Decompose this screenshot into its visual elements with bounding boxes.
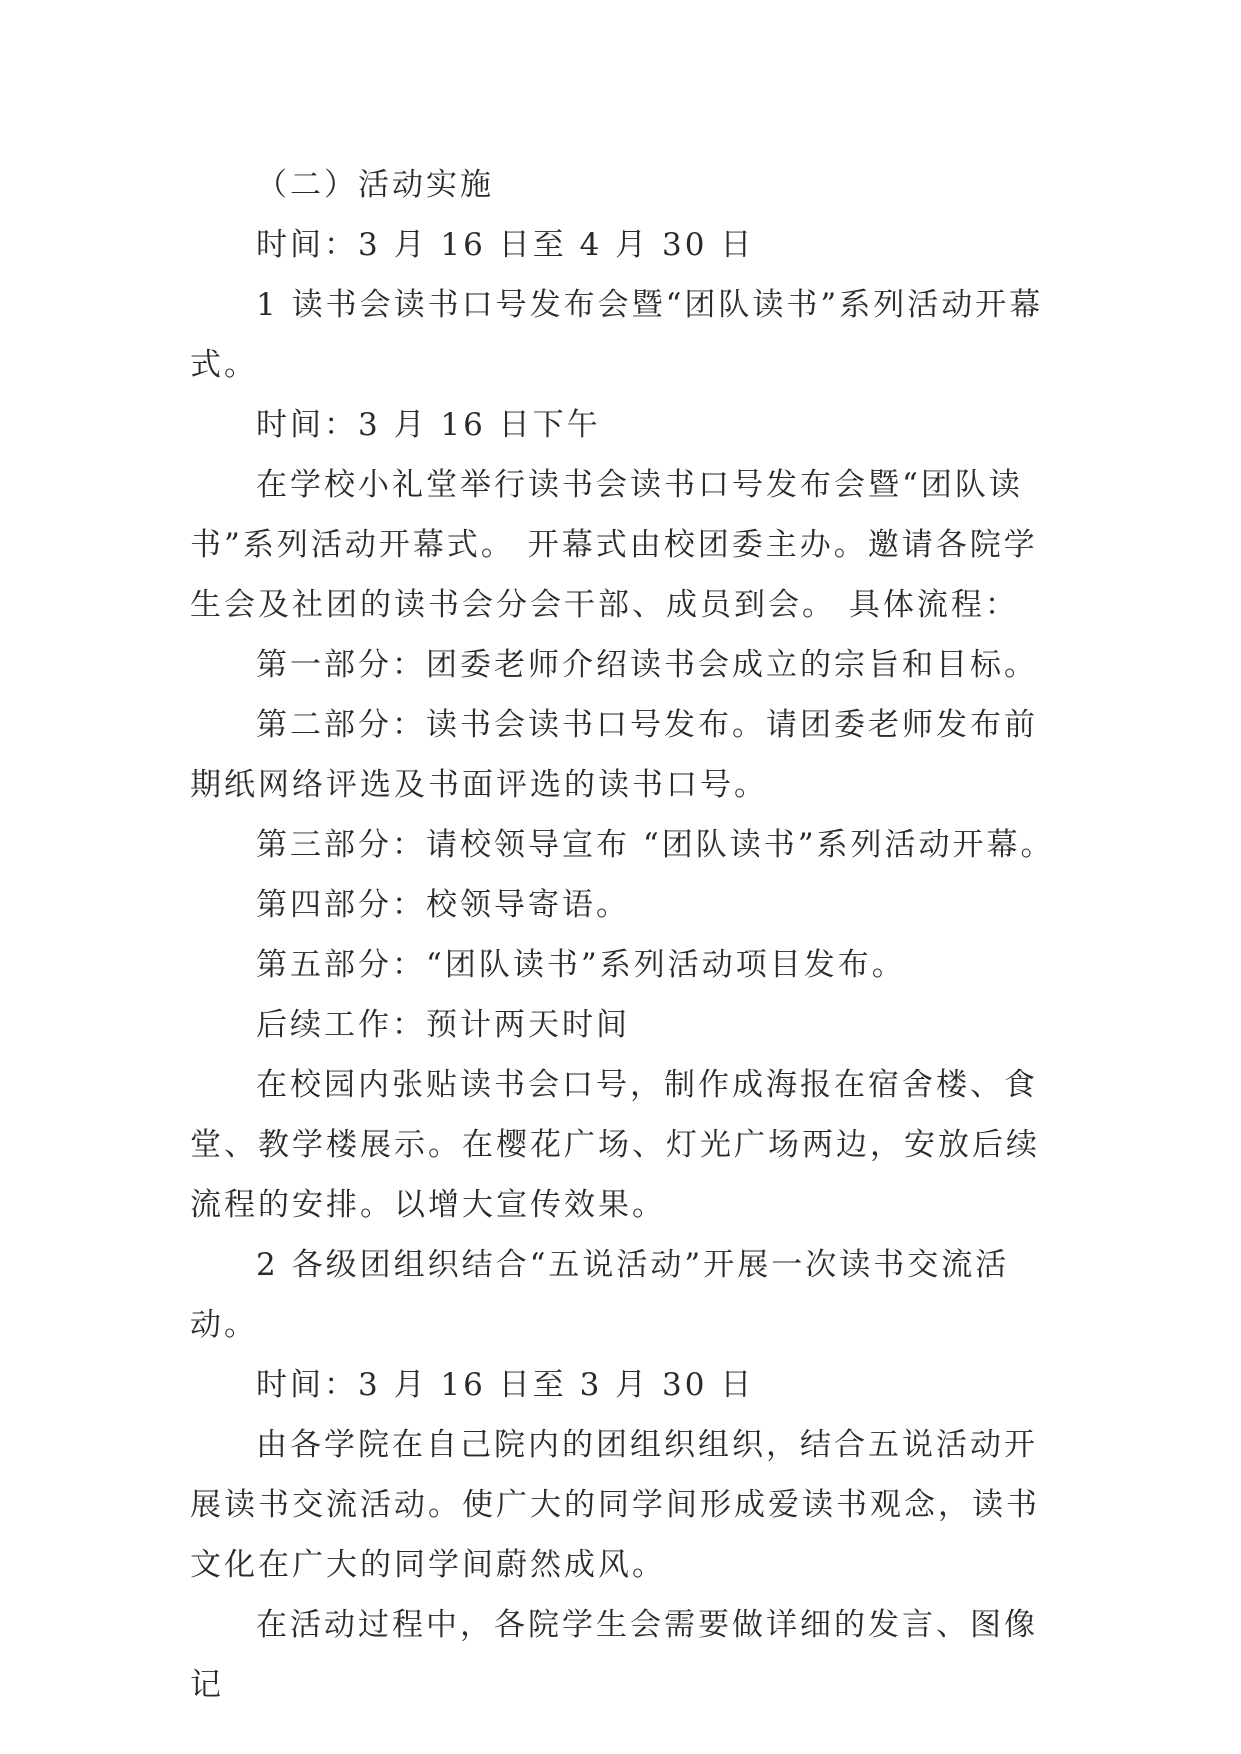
process-part-2: 第二部分：读书会读书口号发布。请团委老师发布前期纸网络评选及书面评选的读书口号。 [190, 707, 1038, 803]
process-part-1: 第一部分：团委老师介绍读书会成立的宗旨和目标。 [256, 647, 1038, 683]
follow-up-work: 后续工作：预计两天时间 [256, 1007, 630, 1043]
item-2-title: 2 各级团组织结合“五说活动”开展一次读书交流活动。 [190, 1247, 1010, 1343]
process-part-5: 第五部分：“团队读书”系列活动项目发布。 [256, 947, 906, 983]
item-2-note: 在活动过程中，各院学生会需要做详细的发言、图像记 [190, 1607, 1038, 1703]
period-time: 时间：3 月 16 日至 4 月 30 日 [256, 227, 755, 263]
section-heading: （二）活动实施 [256, 167, 494, 203]
item-1-description: 在学校小礼堂举行读书会读书口号发布会暨“团队读书”系列活动开幕式。 开幕式由校团委主办。邀请各院学生会及社团的读书会分会干部、成员到会。 具体流程： [190, 467, 1038, 623]
follow-up-description: 在校园内张贴读书会口号，制作成海报在宿舍楼、食堂、教学楼展示。在樱花广场、灯光广场两边，安放后续流程的安排。以增大宣传效果。 [190, 1067, 1040, 1223]
item-2-time: 时间：3 月 16 日至 3 月 30 日 [256, 1367, 755, 1403]
process-part-4: 第四部分：校领导寄语。 [256, 887, 630, 923]
item-2-description: 由各学院在自己院内的团组织组织，结合五说活动开展读书交流活动。使广大的同学间形成爱读书观念，读书文化在广大的同学间蔚然成风。 [190, 1427, 1040, 1583]
process-part-3: 第三部分：请校领导宣布 “团队读书”系列活动开幕。 [256, 827, 1055, 863]
item-1-time: 时间：3 月 16 日下午 [256, 407, 601, 443]
item-1-title: 1 读书会读书口号发布会暨“团队读书”系列活动开幕式。 [190, 287, 1044, 383]
